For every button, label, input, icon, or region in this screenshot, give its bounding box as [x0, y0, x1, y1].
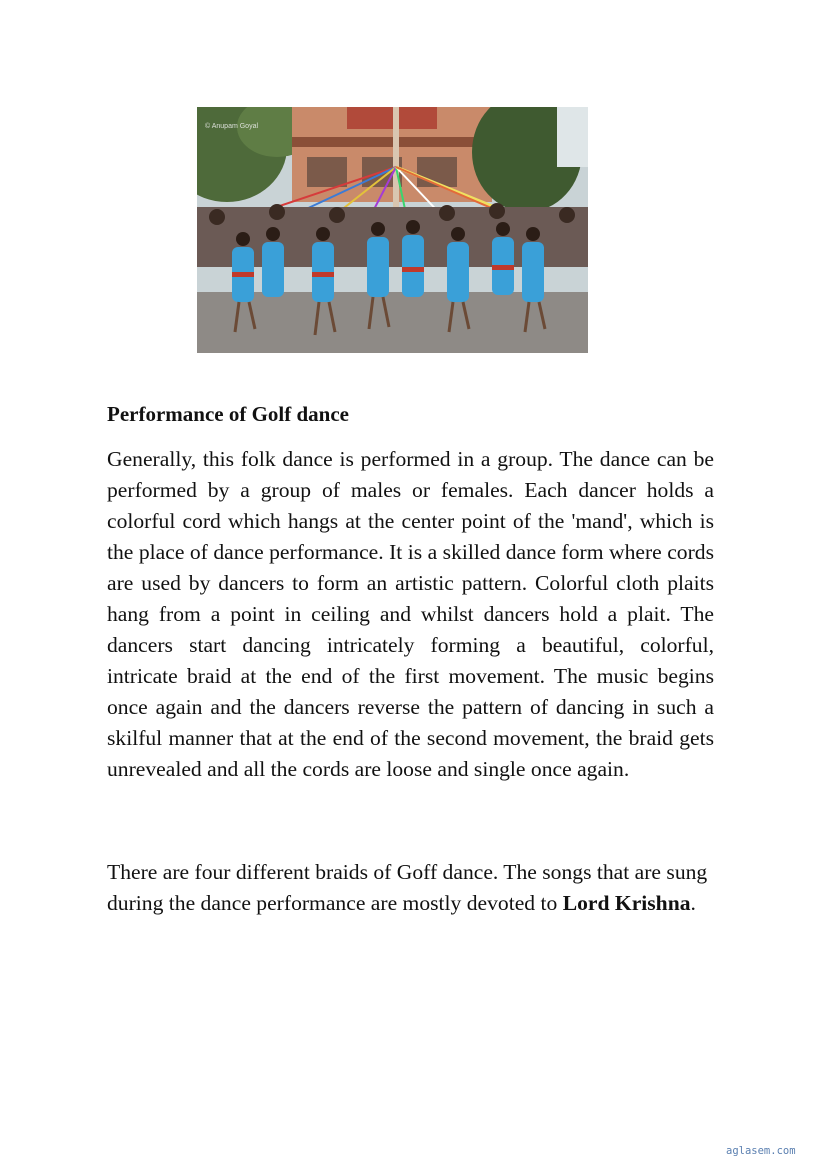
- paragraph-braids-end: .: [690, 891, 696, 915]
- photo-credit: © Anupam Goyal: [205, 123, 259, 130]
- section-heading: Performance of Golf dance: [107, 402, 350, 426]
- footer-site-link[interactable]: aglasem.com: [726, 1145, 796, 1157]
- paragraph-braids-text: There are four different braids of Goff dance. The songs that are sung during the dance performance are mostly devoted to: [107, 860, 708, 915]
- paragraph-braids: [107, 857, 729, 919]
- lord-krishna-emphasis: Lord Krishna: [562, 891, 691, 915]
- paragraph-performance: Generally, this folk dance is performed in a group. The dance can be performed by a group of males or females. Each dancer holds a colorful cord which hangs at the center point of the 'mand', which is the place of dance performance. It is a skilled dance form where cords are used by dancers to form an artistic pattern. Colorful cloth plaits hang from a point in ceiling and whilst dancers hold a plait. The dancers start dancing intricately forming a beautiful, colorful, intricate braid at the end of the first movement. The music begins once again and the dancers reverse the pattern of dancing in such a skilful manner that at the end of the second movement, the braid gets unrevealed and all the cords are loose and single once again.: [107, 447, 714, 781]
- goff-dance-photo: [197, 107, 588, 353]
- dance-photo-illustration: [197, 107, 588, 353]
